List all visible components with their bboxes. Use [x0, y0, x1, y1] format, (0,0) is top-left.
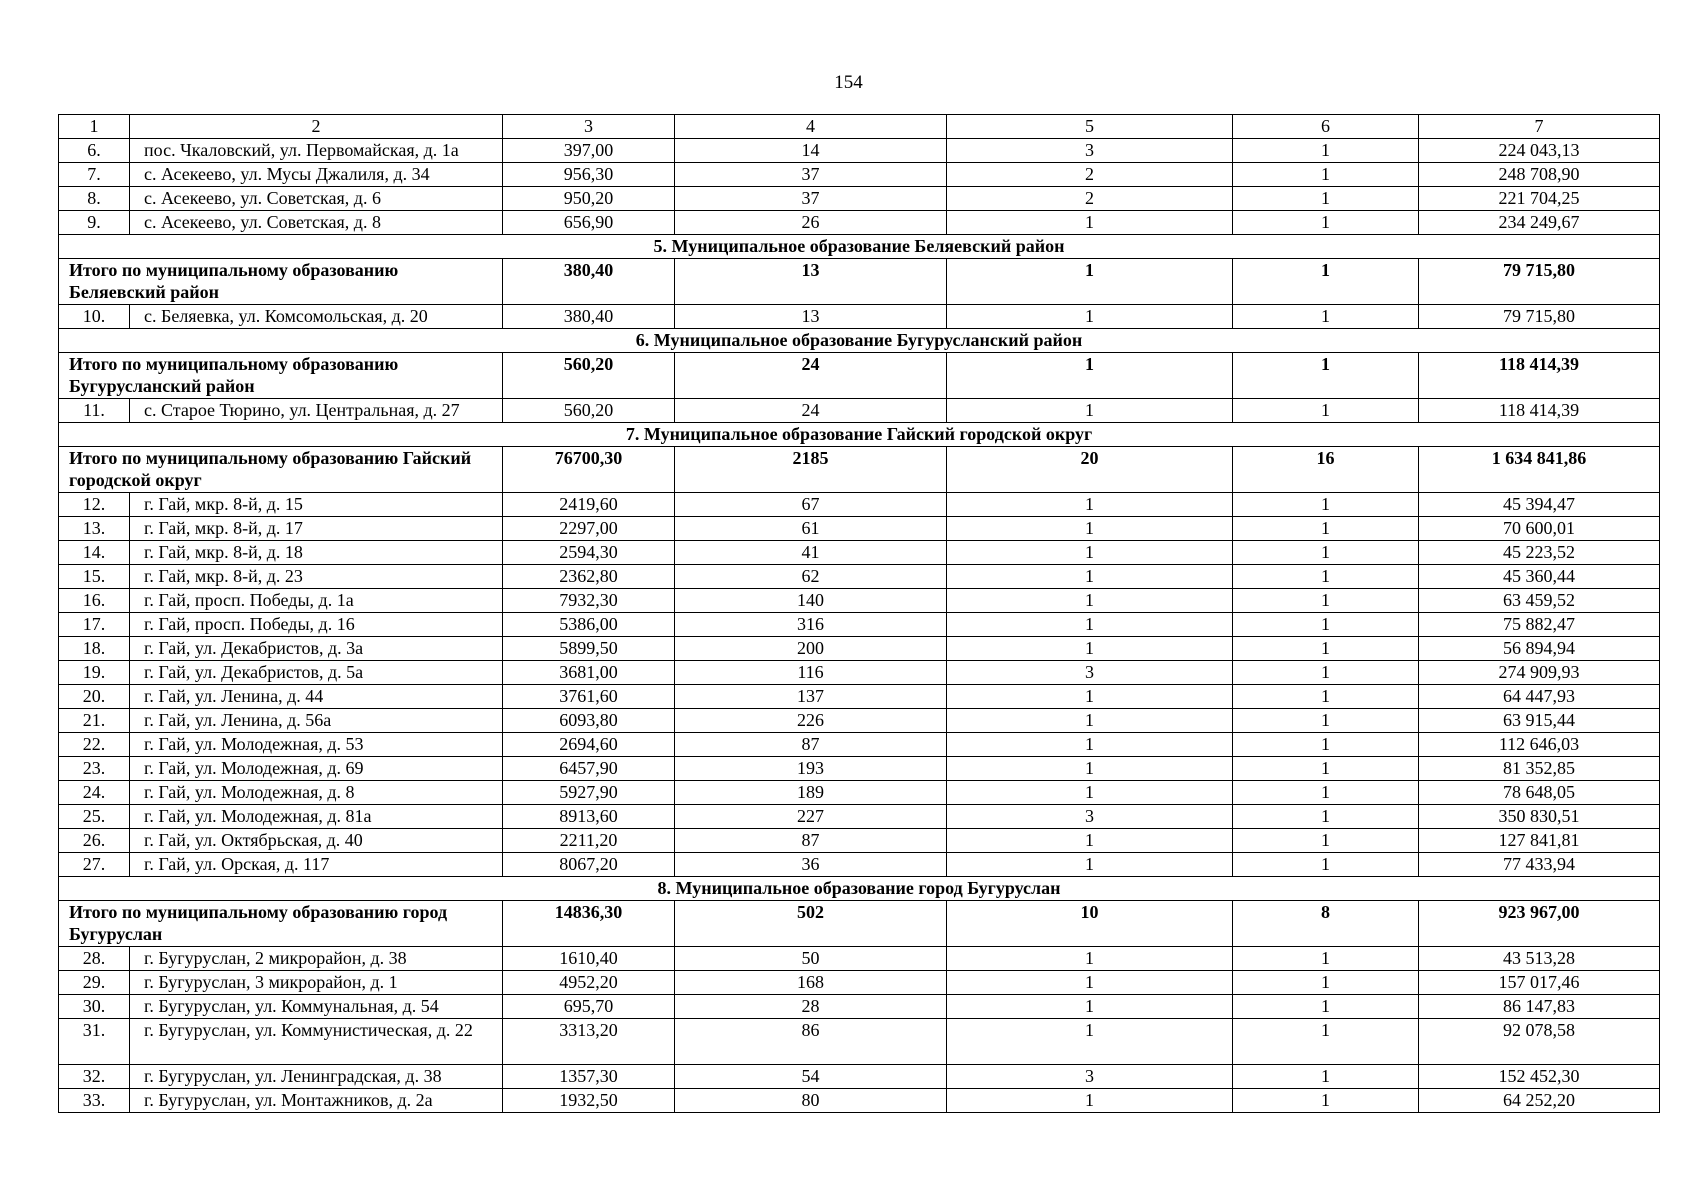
- row-number: 29.: [59, 971, 130, 995]
- header-cell: 2: [130, 115, 503, 139]
- residents: 36: [675, 853, 947, 877]
- header-cell: 1: [59, 115, 130, 139]
- count-a: 1: [947, 565, 1233, 589]
- residents: 37: [675, 187, 947, 211]
- row-number: 6.: [59, 139, 130, 163]
- table-row: [59, 589, 1660, 613]
- cost: 112 646,03: [1419, 733, 1660, 757]
- table-row: [59, 399, 1660, 423]
- area: 2211,20: [503, 829, 675, 853]
- total-label: Итого по муниципальному образованию Гайский городской округ: [59, 447, 503, 493]
- column-number-row: [59, 115, 1660, 139]
- area: 950,20: [503, 187, 675, 211]
- table-row: [59, 709, 1660, 733]
- residents: 168: [675, 971, 947, 995]
- address: г. Гай, мкр. 8-й, д. 23: [130, 565, 503, 589]
- residents: 193: [675, 757, 947, 781]
- section-header-row: [59, 423, 1660, 447]
- section-title: 7. Муниципальное образование Гайский городской округ: [59, 423, 1660, 447]
- count-b: 1: [1233, 541, 1419, 565]
- area: 1357,30: [503, 1065, 675, 1089]
- total-count-b: 1: [1233, 353, 1419, 399]
- count-a: 1: [947, 733, 1233, 757]
- count-b: 1: [1233, 211, 1419, 235]
- row-number: 30.: [59, 995, 130, 1019]
- table-row: [59, 805, 1660, 829]
- address: г. Гай, мкр. 8-й, д. 18: [130, 541, 503, 565]
- count-b: 1: [1233, 637, 1419, 661]
- row-number: 27.: [59, 853, 130, 877]
- area: 3313,20: [503, 1019, 675, 1065]
- address: г. Гай, ул. Орская, д. 117: [130, 853, 503, 877]
- residents: 37: [675, 163, 947, 187]
- count-a: 1: [947, 709, 1233, 733]
- area: 956,30: [503, 163, 675, 187]
- total-residents: 502: [675, 901, 947, 947]
- count-b: 1: [1233, 493, 1419, 517]
- address: с. Беляевка, ул. Комсомольская, д. 20: [130, 305, 503, 329]
- section-header-row: [59, 235, 1660, 259]
- residents: 28: [675, 995, 947, 1019]
- area: 5927,90: [503, 781, 675, 805]
- count-a: 1: [947, 399, 1233, 423]
- header-cell: 6: [1233, 115, 1419, 139]
- table-row: [59, 1065, 1660, 1089]
- address: г. Бугуруслан, 2 микрорайон, д. 38: [130, 947, 503, 971]
- total-count-a: 1: [947, 353, 1233, 399]
- count-b: 1: [1233, 399, 1419, 423]
- row-number: 20.: [59, 685, 130, 709]
- cost: 248 708,90: [1419, 163, 1660, 187]
- header-cell: 4: [675, 115, 947, 139]
- cost: 92 078,58: [1419, 1019, 1660, 1065]
- count-a: 3: [947, 805, 1233, 829]
- address: г. Гай, ул. Молодежная, д. 53: [130, 733, 503, 757]
- count-a: 1: [947, 1089, 1233, 1113]
- count-a: 1: [947, 211, 1233, 235]
- count-a: 1: [947, 493, 1233, 517]
- table-row: [59, 995, 1660, 1019]
- cost: 127 841,81: [1419, 829, 1660, 853]
- area: 5899,50: [503, 637, 675, 661]
- address: с. Асекеево, ул. Мусы Джалиля, д. 34: [130, 163, 503, 187]
- table-row: [59, 1089, 1660, 1113]
- cost: 234 249,67: [1419, 211, 1660, 235]
- residents: 24: [675, 399, 947, 423]
- residents: 50: [675, 947, 947, 971]
- count-b: 1: [1233, 995, 1419, 1019]
- cost: 75 882,47: [1419, 613, 1660, 637]
- count-a: 1: [947, 1019, 1233, 1065]
- count-a: 3: [947, 1065, 1233, 1089]
- area: 2694,60: [503, 733, 675, 757]
- count-b: 1: [1233, 971, 1419, 995]
- cost: 64 447,93: [1419, 685, 1660, 709]
- count-a: 1: [947, 947, 1233, 971]
- section-title: 5. Муниципальное образование Беляевский район: [59, 235, 1660, 259]
- header-cell: 3: [503, 115, 675, 139]
- count-a: 1: [947, 853, 1233, 877]
- total-row: [59, 901, 1660, 947]
- count-b: 1: [1233, 829, 1419, 853]
- area: 6093,80: [503, 709, 675, 733]
- count-b: 1: [1233, 139, 1419, 163]
- residents: 189: [675, 781, 947, 805]
- row-number: 10.: [59, 305, 130, 329]
- table-row: [59, 187, 1660, 211]
- cost: 86 147,83: [1419, 995, 1660, 1019]
- total-count-a: 20: [947, 447, 1233, 493]
- area: 2419,60: [503, 493, 675, 517]
- row-number: 22.: [59, 733, 130, 757]
- row-number: 28.: [59, 947, 130, 971]
- section-title: 8. Муниципальное образование город Бугуруслан: [59, 877, 1660, 901]
- row-number: 17.: [59, 613, 130, 637]
- address: с. Старое Тюрино, ул. Центральная, д. 27: [130, 399, 503, 423]
- area: 1932,50: [503, 1089, 675, 1113]
- total-count-a: 1: [947, 259, 1233, 305]
- table-row: [59, 637, 1660, 661]
- address: г. Бугуруслан, ул. Монтажников, д. 2а: [130, 1089, 503, 1113]
- count-b: 1: [1233, 805, 1419, 829]
- cost: 70 600,01: [1419, 517, 1660, 541]
- count-a: 1: [947, 637, 1233, 661]
- row-number: 26.: [59, 829, 130, 853]
- count-a: 1: [947, 829, 1233, 853]
- residents: 140: [675, 589, 947, 613]
- total-cost: 118 414,39: [1419, 353, 1660, 399]
- count-b: 1: [1233, 613, 1419, 637]
- address: г. Гай, ул. Ленина, д. 44: [130, 685, 503, 709]
- count-b: 1: [1233, 757, 1419, 781]
- total-count-b: 8: [1233, 901, 1419, 947]
- cost: 45 360,44: [1419, 565, 1660, 589]
- area: 5386,00: [503, 613, 675, 637]
- row-number: 16.: [59, 589, 130, 613]
- residents: 26: [675, 211, 947, 235]
- area: 6457,90: [503, 757, 675, 781]
- total-count-b: 1: [1233, 259, 1419, 305]
- cost: 63 459,52: [1419, 589, 1660, 613]
- table-row: [59, 541, 1660, 565]
- total-count-a: 10: [947, 901, 1233, 947]
- count-a: 2: [947, 163, 1233, 187]
- table-row: [59, 947, 1660, 971]
- residents: 14: [675, 139, 947, 163]
- table-row: [59, 757, 1660, 781]
- count-b: 1: [1233, 709, 1419, 733]
- area: 8913,60: [503, 805, 675, 829]
- area: 3681,00: [503, 661, 675, 685]
- row-number: 13.: [59, 517, 130, 541]
- total-area: 14836,30: [503, 901, 675, 947]
- cost: 45 223,52: [1419, 541, 1660, 565]
- table-row: [59, 781, 1660, 805]
- table-row: [59, 211, 1660, 235]
- row-number: 25.: [59, 805, 130, 829]
- table-row: [59, 1019, 1660, 1065]
- row-number: 7.: [59, 163, 130, 187]
- address: г. Гай, ул. Октябрьская, д. 40: [130, 829, 503, 853]
- area: 560,20: [503, 399, 675, 423]
- area: 380,40: [503, 305, 675, 329]
- total-cost: 79 715,80: [1419, 259, 1660, 305]
- row-number: 19.: [59, 661, 130, 685]
- address: г. Гай, мкр. 8-й, д. 15: [130, 493, 503, 517]
- count-a: 1: [947, 781, 1233, 805]
- area: 397,00: [503, 139, 675, 163]
- table-row: [59, 853, 1660, 877]
- table-row: [59, 661, 1660, 685]
- row-number: 24.: [59, 781, 130, 805]
- count-b: 1: [1233, 781, 1419, 805]
- cost: 79 715,80: [1419, 305, 1660, 329]
- area: 7932,30: [503, 589, 675, 613]
- residents: 86: [675, 1019, 947, 1065]
- count-a: 1: [947, 685, 1233, 709]
- area: 2297,00: [503, 517, 675, 541]
- row-number: 11.: [59, 399, 130, 423]
- area: 1610,40: [503, 947, 675, 971]
- count-b: 1: [1233, 163, 1419, 187]
- cost: 118 414,39: [1419, 399, 1660, 423]
- count-b: 1: [1233, 853, 1419, 877]
- address: с. Асекеево, ул. Советская, д. 6: [130, 187, 503, 211]
- address: г. Гай, мкр. 8-й, д. 17: [130, 517, 503, 541]
- cost: 157 017,46: [1419, 971, 1660, 995]
- total-row: [59, 447, 1660, 493]
- cost: 350 830,51: [1419, 805, 1660, 829]
- housing-register-table: [58, 114, 1660, 1113]
- address: с. Асекеево, ул. Советская, д. 8: [130, 211, 503, 235]
- count-b: 1: [1233, 733, 1419, 757]
- total-area: 560,20: [503, 353, 675, 399]
- address: г. Гай, ул. Молодежная, д. 81а: [130, 805, 503, 829]
- address: г. Гай, ул. Молодежная, д. 8: [130, 781, 503, 805]
- row-number: 8.: [59, 187, 130, 211]
- area: 2362,80: [503, 565, 675, 589]
- area: 3761,60: [503, 685, 675, 709]
- total-area: 76700,30: [503, 447, 675, 493]
- count-b: 1: [1233, 947, 1419, 971]
- table-row: [59, 139, 1660, 163]
- address: г. Гай, ул. Декабристов, д. 5а: [130, 661, 503, 685]
- count-b: 1: [1233, 661, 1419, 685]
- count-a: 3: [947, 139, 1233, 163]
- cost: 78 648,05: [1419, 781, 1660, 805]
- row-number: 32.: [59, 1065, 130, 1089]
- row-number: 23.: [59, 757, 130, 781]
- total-residents: 24: [675, 353, 947, 399]
- total-label: Итого по муниципальному образованию город Бугуруслан: [59, 901, 503, 947]
- address: г. Бугуруслан, ул. Коммунистическая, д. 22: [130, 1019, 503, 1065]
- residents: 61: [675, 517, 947, 541]
- count-a: 1: [947, 995, 1233, 1019]
- residents: 226: [675, 709, 947, 733]
- area: 695,70: [503, 995, 675, 1019]
- cost: 77 433,94: [1419, 853, 1660, 877]
- row-number: 9.: [59, 211, 130, 235]
- address: г. Бугуруслан, ул. Коммунальная, д. 54: [130, 995, 503, 1019]
- address: г. Бугуруслан, 3 микрорайон, д. 1: [130, 971, 503, 995]
- table-row: [59, 565, 1660, 589]
- residents: 67: [675, 493, 947, 517]
- table-row: [59, 517, 1660, 541]
- total-label: Итого по муниципальному образованию Беляевский район: [59, 259, 503, 305]
- row-number: 31.: [59, 1019, 130, 1065]
- total-count-b: 16: [1233, 447, 1419, 493]
- address: г. Гай, ул. Ленина, д. 56а: [130, 709, 503, 733]
- count-b: 1: [1233, 565, 1419, 589]
- residents: 200: [675, 637, 947, 661]
- row-number: 21.: [59, 709, 130, 733]
- header-cell: 5: [947, 115, 1233, 139]
- count-b: 1: [1233, 517, 1419, 541]
- row-number: 14.: [59, 541, 130, 565]
- count-a: 2: [947, 187, 1233, 211]
- cost: 56 894,94: [1419, 637, 1660, 661]
- count-a: 3: [947, 661, 1233, 685]
- table-row: [59, 163, 1660, 187]
- total-label: Итого по муниципальному образованию Бугурусланский район: [59, 353, 503, 399]
- total-row: [59, 353, 1660, 399]
- address: г. Гай, просп. Победы, д. 1а: [130, 589, 503, 613]
- count-b: 1: [1233, 305, 1419, 329]
- count-a: 1: [947, 971, 1233, 995]
- total-area: 380,40: [503, 259, 675, 305]
- section-header-row: [59, 877, 1660, 901]
- cost: 45 394,47: [1419, 493, 1660, 517]
- area: 8067,20: [503, 853, 675, 877]
- address: г. Гай, ул. Молодежная, д. 69: [130, 757, 503, 781]
- address: г. Гай, ул. Декабристов, д. 3а: [130, 637, 503, 661]
- row-number: 12.: [59, 493, 130, 517]
- table-row: [59, 971, 1660, 995]
- count-b: 1: [1233, 1065, 1419, 1089]
- cost: 274 909,93: [1419, 661, 1660, 685]
- section-header-row: [59, 329, 1660, 353]
- table-row: [59, 613, 1660, 637]
- residents: 62: [675, 565, 947, 589]
- row-number: 18.: [59, 637, 130, 661]
- section-title: 6. Муниципальное образование Бугурусланский район: [59, 329, 1660, 353]
- cost: 63 915,44: [1419, 709, 1660, 733]
- residents: 227: [675, 805, 947, 829]
- count-a: 1: [947, 757, 1233, 781]
- total-residents: 13: [675, 259, 947, 305]
- page-number: 154: [834, 72, 863, 93]
- count-a: 1: [947, 541, 1233, 565]
- row-number: 33.: [59, 1089, 130, 1113]
- count-b: 1: [1233, 187, 1419, 211]
- cost: 43 513,28: [1419, 947, 1660, 971]
- count-b: 1: [1233, 589, 1419, 613]
- address: г. Бугуруслан, ул. Ленинградская, д. 38: [130, 1065, 503, 1089]
- table-body: [59, 115, 1660, 1113]
- residents: 116: [675, 661, 947, 685]
- count-b: 1: [1233, 685, 1419, 709]
- count-b: 1: [1233, 1089, 1419, 1113]
- table-row: [59, 733, 1660, 757]
- residents: 80: [675, 1089, 947, 1113]
- table-row: [59, 685, 1660, 709]
- area: 2594,30: [503, 541, 675, 565]
- address: пос. Чкаловский, ул. Первомайская, д. 1а: [130, 139, 503, 163]
- total-row: [59, 259, 1660, 305]
- row-number: 15.: [59, 565, 130, 589]
- cost: 81 352,85: [1419, 757, 1660, 781]
- total-residents: 2185: [675, 447, 947, 493]
- cost: 224 043,13: [1419, 139, 1660, 163]
- count-a: 1: [947, 613, 1233, 637]
- table-row: [59, 305, 1660, 329]
- address: г. Гай, просп. Победы, д. 16: [130, 613, 503, 637]
- residents: 13: [675, 305, 947, 329]
- residents: 87: [675, 733, 947, 757]
- residents: 137: [675, 685, 947, 709]
- total-cost: 1 634 841,86: [1419, 447, 1660, 493]
- count-a: 1: [947, 517, 1233, 541]
- residents: 54: [675, 1065, 947, 1089]
- table-row: [59, 493, 1660, 517]
- area: 4952,20: [503, 971, 675, 995]
- count-b: 1: [1233, 1019, 1419, 1065]
- total-cost: 923 967,00: [1419, 901, 1660, 947]
- cost: 221 704,25: [1419, 187, 1660, 211]
- header-cell: 7: [1419, 115, 1660, 139]
- cost: 64 252,20: [1419, 1089, 1660, 1113]
- residents: 316: [675, 613, 947, 637]
- residents: 41: [675, 541, 947, 565]
- count-a: 1: [947, 589, 1233, 613]
- cost: 152 452,30: [1419, 1065, 1660, 1089]
- area: 656,90: [503, 211, 675, 235]
- residents: 87: [675, 829, 947, 853]
- count-a: 1: [947, 305, 1233, 329]
- table-row: [59, 829, 1660, 853]
